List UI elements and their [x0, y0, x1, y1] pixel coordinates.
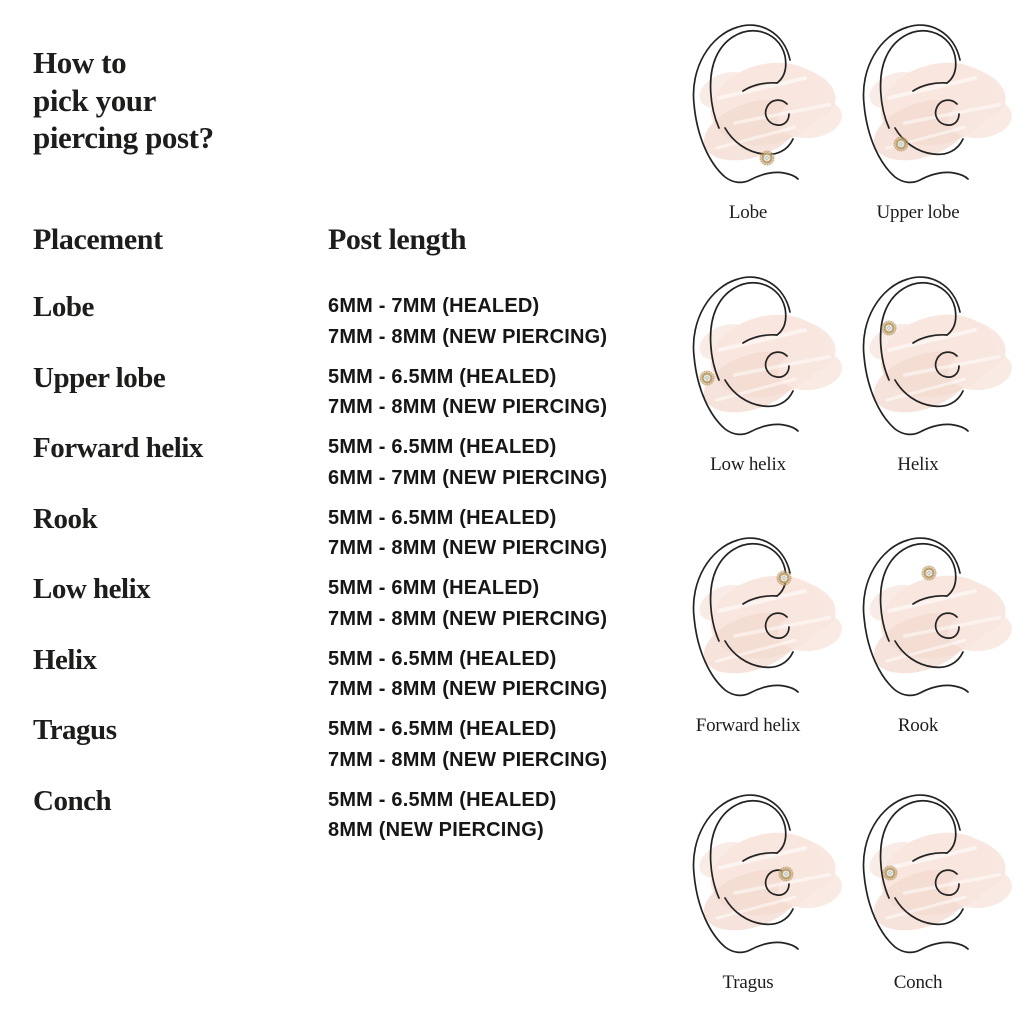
placement-label: Rook — [33, 502, 98, 535]
ear-cell — [858, 790, 1024, 1005]
ear-cell — [858, 533, 1024, 748]
table-row — [0, 502, 660, 568]
table-row — [0, 290, 660, 356]
post-length-value — [328, 362, 607, 423]
table-row — [0, 713, 660, 779]
post-length-new-piercing: 7MM - 8MM (NEW PIERCING) — [328, 678, 608, 700]
piercing-stud — [777, 571, 792, 586]
table-row — [0, 784, 660, 850]
ear-label: Tragus — [722, 972, 774, 993]
post-length-value — [328, 432, 607, 493]
post-length-value — [328, 644, 607, 705]
page-title — [33, 44, 214, 157]
post-length-new-piercing: 6MM - 7MM (NEW PIERCING) — [328, 466, 608, 489]
column-header-post-length: Post length — [328, 223, 467, 256]
ear-illustration — [858, 790, 1024, 955]
ear-cell — [858, 20, 1024, 235]
placement-label: Helix — [33, 643, 97, 676]
table-row — [0, 361, 660, 427]
post-length-value — [328, 291, 607, 352]
table-row — [0, 643, 660, 709]
post-length-healed: 5MM - 6.5MM (HEALED) — [328, 718, 557, 740]
piercing-stud — [882, 321, 897, 336]
post-length-healed: 5MM - 6.5MM (HEALED) — [328, 436, 557, 458]
post-length-value — [328, 785, 556, 846]
ear-illustration — [858, 533, 1024, 698]
page-title-line: How to — [33, 45, 127, 80]
post-length-value — [328, 503, 607, 564]
post-length-healed: 5MM - 6.5MM (HEALED) — [328, 365, 557, 388]
piercing-stud — [894, 137, 909, 152]
post-length-new-piercing: 7MM - 8MM (NEW PIERCING) — [328, 748, 608, 771]
page-title-line: piercing post? — [33, 120, 214, 155]
post-length-new-piercing: 7MM - 8MM (NEW PIERCING) — [328, 396, 608, 418]
table-row — [0, 572, 660, 638]
placement-label: Low helix — [33, 573, 151, 605]
ear-illustration — [858, 272, 1024, 437]
post-length-healed: 5MM - 6.5MM (HEALED) — [328, 647, 557, 670]
ear-label: Low helix — [710, 454, 786, 475]
ear-label: Helix — [897, 454, 939, 475]
ear-label: Rook — [897, 715, 939, 736]
table-row — [0, 431, 660, 497]
placement-label: Conch — [33, 784, 112, 817]
ear-label: Lobe — [728, 202, 768, 223]
placement-label: Upper lobe — [33, 361, 166, 394]
page-title-line: pick your — [33, 82, 157, 118]
post-length-new-piercing: 7MM - 8MM (NEW PIERCING) — [328, 537, 608, 559]
post-length-new-piercing: 7MM - 8MM (NEW PIERCING) — [328, 325, 608, 348]
piercing-stud — [779, 867, 794, 882]
piercing-stud — [883, 866, 898, 881]
piercing-stud — [760, 151, 775, 166]
ear-illustration — [688, 272, 858, 437]
ear-illustration — [858, 20, 1024, 185]
piercing-stud — [700, 371, 715, 386]
placement-label: Tragus — [33, 714, 117, 746]
piercing-stud — [922, 566, 937, 581]
ear-label: Upper lobe — [876, 202, 960, 223]
column-header-placement: Placement — [33, 223, 163, 256]
post-length-healed: 6MM - 7MM (HEALED) — [328, 295, 540, 317]
post-length-new-piercing: 7MM - 8MM (NEW PIERCING) — [328, 607, 608, 630]
post-length-healed: 5MM - 6MM (HEALED) — [328, 577, 540, 599]
post-length-new-piercing: 8MM (NEW PIERCING) — [328, 819, 544, 841]
ear-label: Forward helix — [695, 715, 801, 736]
post-length-healed: 5MM - 6.5MM (HEALED) — [328, 788, 557, 811]
ear-illustration — [688, 790, 858, 955]
post-length-value — [328, 714, 607, 775]
post-length-healed: 5MM - 6.5MM (HEALED) — [328, 506, 557, 529]
placement-label: Forward helix — [33, 432, 203, 464]
post-length-value — [328, 573, 607, 634]
ear-cell — [858, 272, 1024, 487]
ear-illustration — [688, 533, 858, 698]
ear-label: Conch — [893, 972, 943, 993]
ear-illustration — [688, 20, 858, 185]
placement-label: Lobe — [33, 291, 94, 323]
